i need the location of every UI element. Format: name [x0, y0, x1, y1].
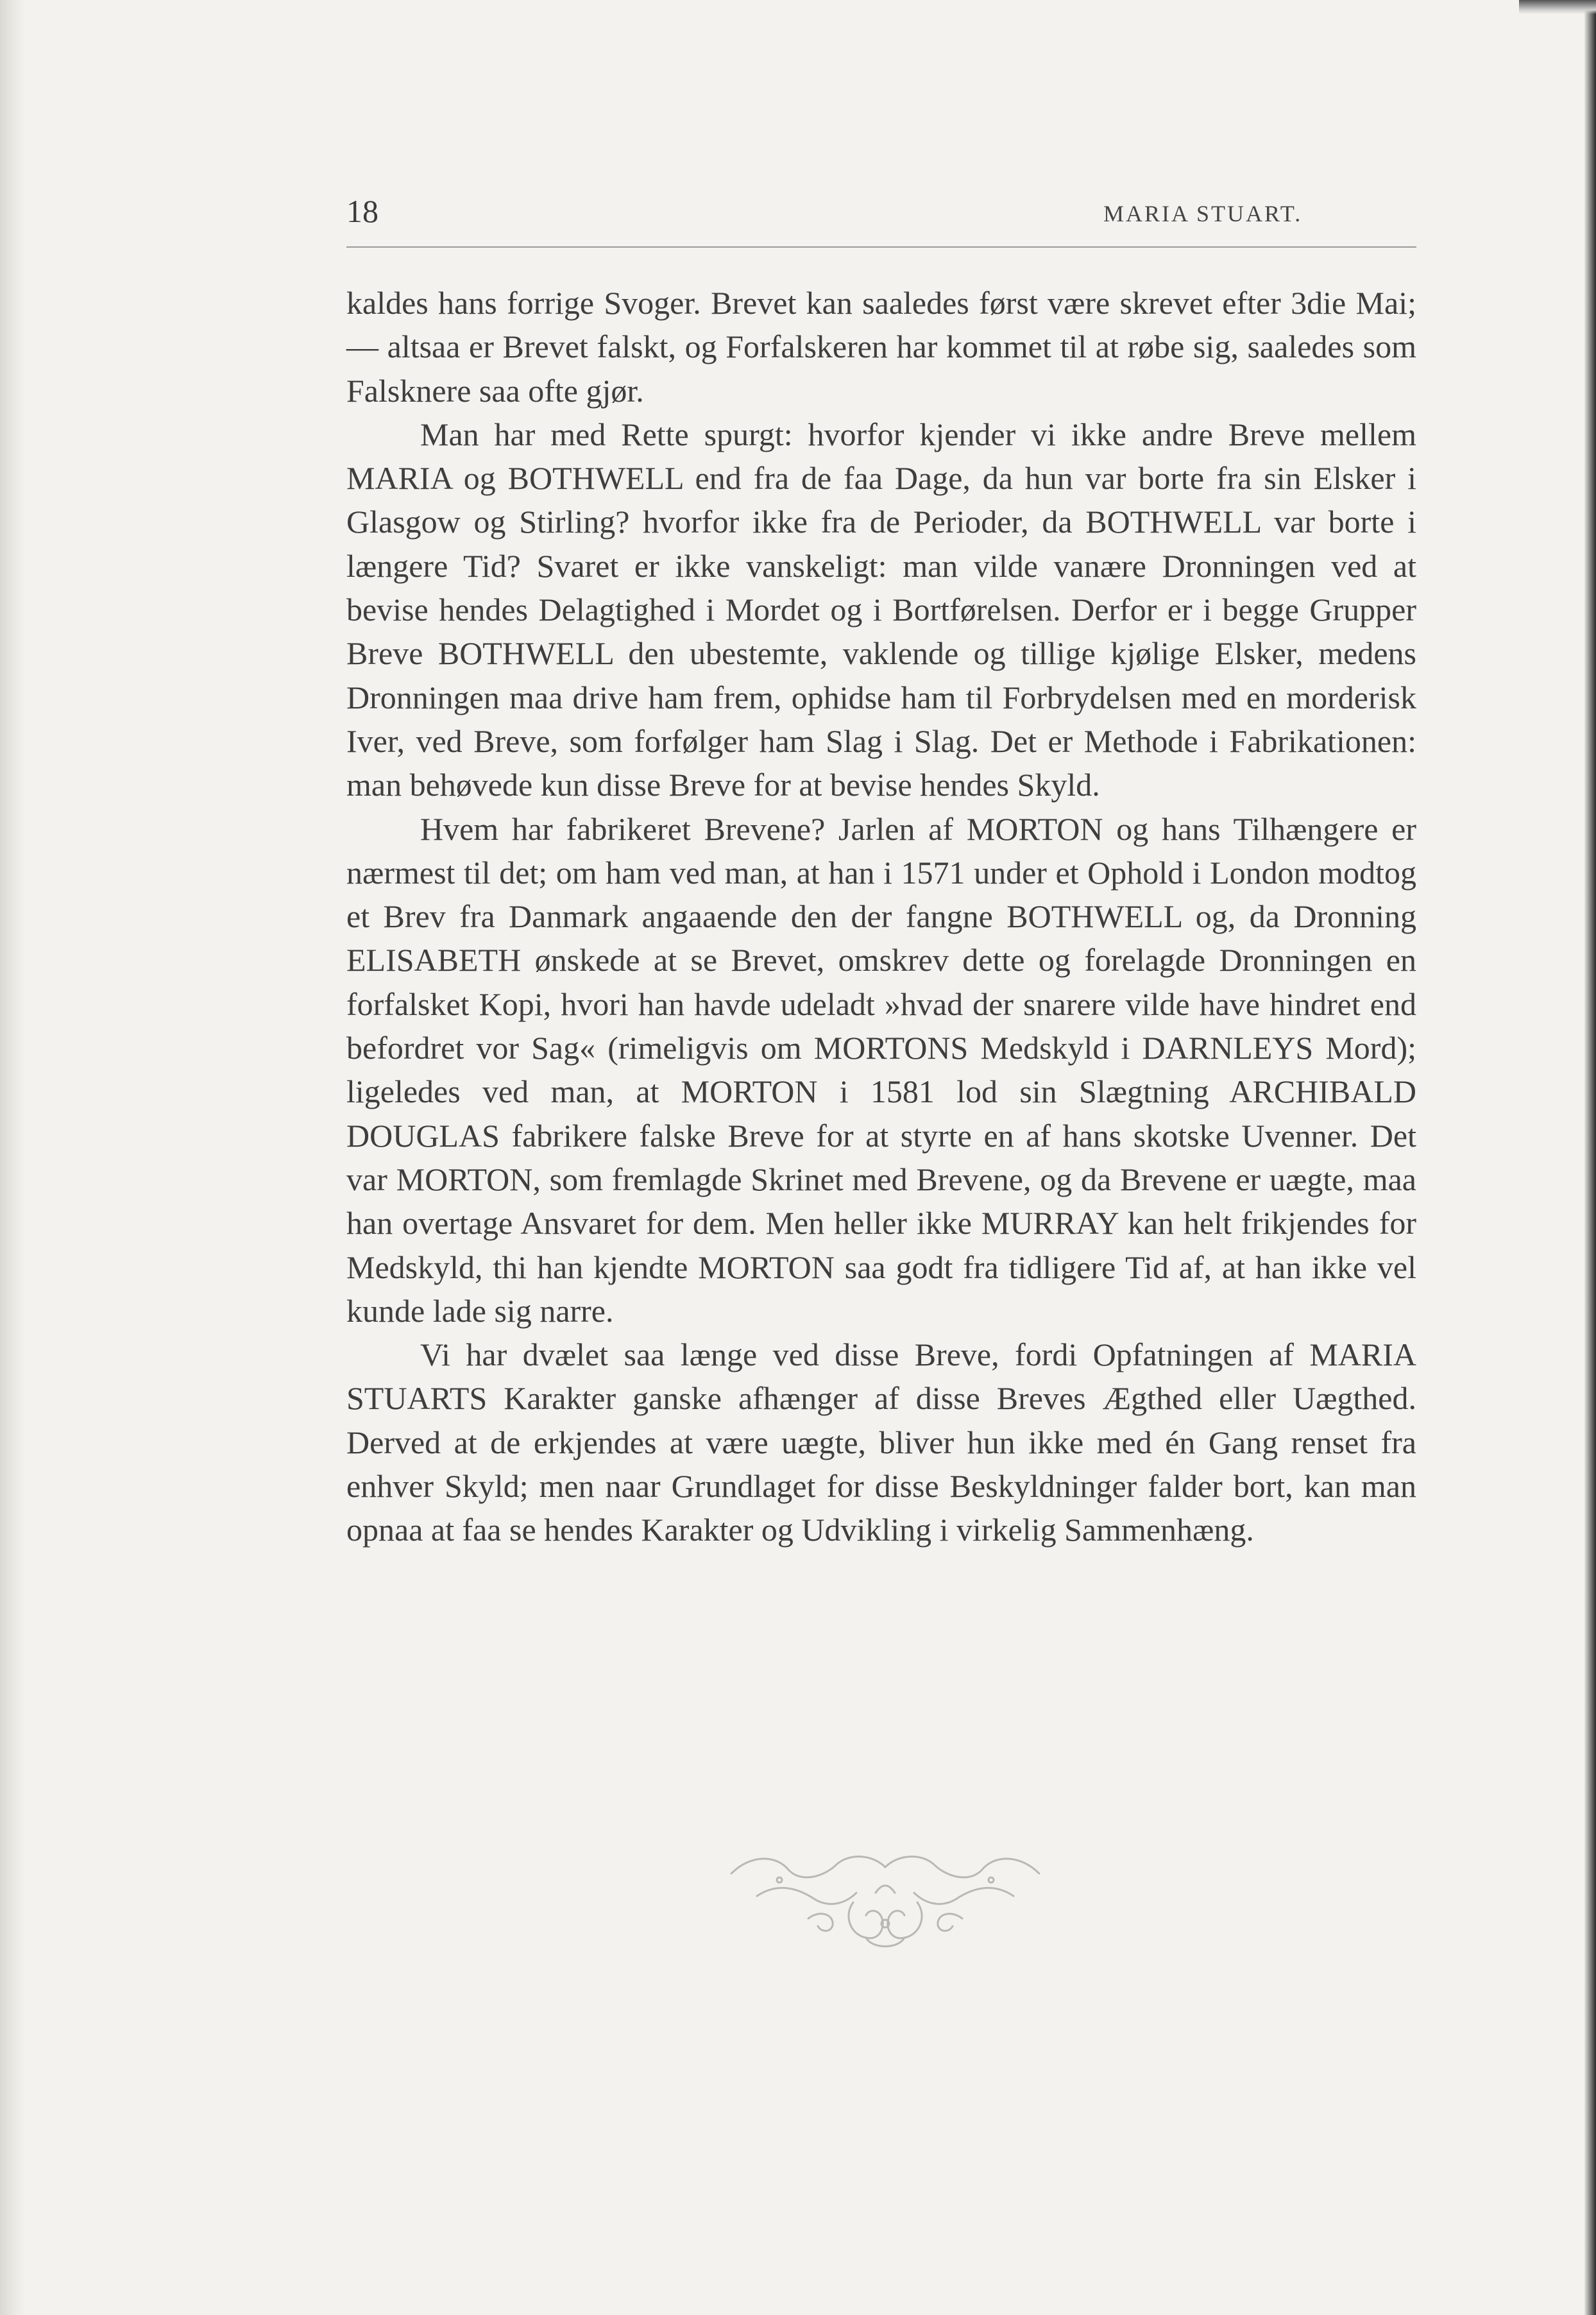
paragraph-3: Hvem har fabrikeret Brevene? Jarlen af MORTON og hans Tilhængere er nærmest til det; om ham ved man, at han i 1571 under et Ophold i London modtog et Brev fra Danmark angaaende den der fangne BOTHWELL og, da Dronning ELISABETH ønskede at se Brevet, omskrev dette og forelagde Dronningen en forfalsket Kopi, hvori han havde udeladt »hvad der snarere vilde have hindret end befordret vor Sag« (rimeligvis om MORTONS Medskyld i DARNLEYS Mord); ligeledes ved man, at MORTON i 1581 lod sin Slægtning ARCHIBALD DOUGLAS fabrikere falske Breve for at styrte en af hans skotske Uvenner. Det var MORTON, som fremlagde Skrinet med Brevene, og da Brevene er uægte, maa han overtage Ansvaret for dem. Men heller ikke MURRAY kan helt frikjendes for Medskyld, thi han kjendte MORTON saa godt fra tidligere Tid af, at han ikke vel kunde lade sig narre. [346, 810, 1416, 1329]
header-rule [346, 246, 1416, 248]
page-number: 18 [346, 193, 378, 229]
page-header [346, 192, 1418, 237]
body-text [346, 281, 1416, 1552]
page-edge-left [0, 0, 26, 2315]
page-edge-top [1519, 0, 1596, 14]
page-edge-right [1584, 0, 1596, 2315]
paragraph-4: Vi har dvælet saa længe ved disse Breve, fordi Opfatningen af MARIA STUARTS Karakter ganske afhænger af disse Breves Ægthed eller Uægthed. Derved at de erkjendes at være uægte, bliver hun ikke med én Gang renset fra enhver Skyld; men naar Grundlaget for disse Beskyldninger falder bort, kan man opnaa at faa se hendes Karakter og Udvikling i virkelig Sammenhæng. [346, 1337, 1416, 1548]
running-title: MARIA STUART. [1103, 201, 1303, 226]
floral-tailpiece-ornament-icon [718, 1848, 1052, 1957]
paragraph-2: Man har med Rette spurgt: hvorfor kjender vi ikke andre Breve mellem MARIA og BOTHWELL end fra de faa Dage, da hun var borte fra sin Elsker i Glasgow og Stirling? hvorfor ikke fra de Perioder, da BOTHWELL var borte i længere Tid? Svaret er ikke vanskeligt: man vilde vanære Dronningen ved at bevise hendes Delagtighed i Mordet og i Bortførelsen. Derfor er i begge Grupper Breve BOTHWELL den ubestemte, vaklende og tillige kjølige Elsker, medens Dronningen maa drive ham frem, ophidse ham til Forbrydelsen med en morderisk Iver, ved Breve, som forfølger ham Slag i Slag. Det er Methode i Fabrikationen: man behøvede kun disse Breve for at bevise hendes Skyld. [346, 416, 1416, 803]
paragraph-1: kaldes hans forrige Svoger. Brevet kan saaledes først være skrevet efter 3die Mai; — altsaa er Brevet falskt, og Forfalskeren har kommet til at røbe sig, saaledes som Falsknere saa ofte gjør. [346, 285, 1416, 409]
